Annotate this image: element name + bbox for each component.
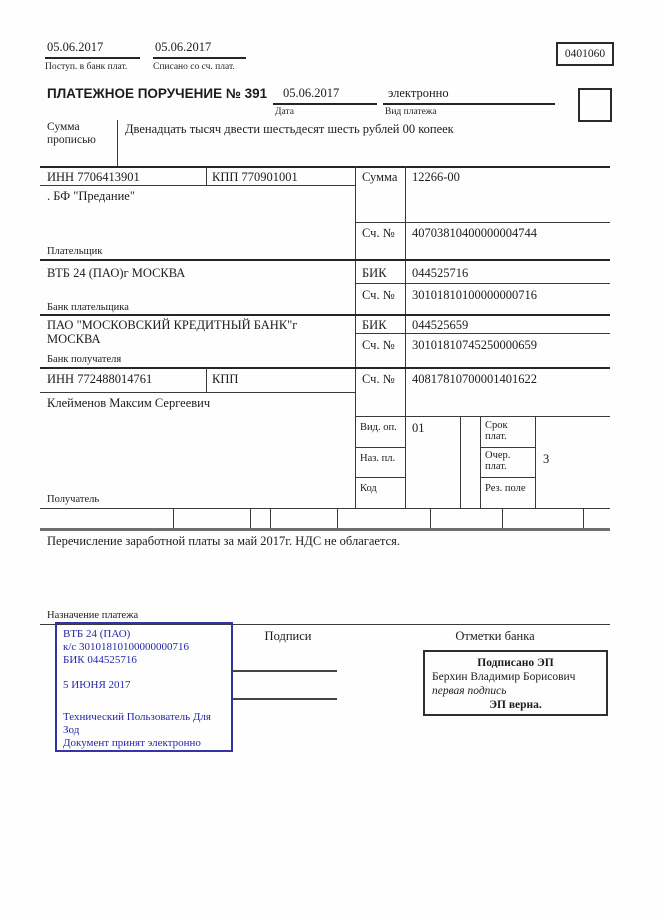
purpose-code-label: Наз. пл. <box>360 453 396 464</box>
sum-value: 12266-00 <box>412 170 460 184</box>
signed-ep-box <box>423 650 608 716</box>
form-code-box <box>556 42 614 66</box>
payer-inn: ИНН 7706413901 <box>47 170 140 184</box>
payer-bank-account-value: 30101810100000000716 <box>412 288 537 302</box>
received-date: 05.06.2017 <box>47 40 104 54</box>
signature-line-1 <box>232 670 337 672</box>
payee-account-label: Сч. № <box>362 372 395 386</box>
purpose-text: Перечисление заработной платы за май 2017г. НДС не облагается. <box>47 534 400 548</box>
payee-bank-account-value: 30101810745250000659 <box>412 338 537 352</box>
signatures-label: Подписи <box>264 629 312 643</box>
payer-section-label: Плательщик <box>47 246 103 257</box>
sum-label: Сумма <box>362 170 398 184</box>
payer-account-value: 40703810400000004744 <box>412 226 537 240</box>
stamp-corr-account: к/с 30101810100000000716 <box>63 641 190 653</box>
payer-bank-bik-label: БИК <box>362 266 387 280</box>
amount-words-label: Сумма прописью <box>47 121 96 146</box>
document-title: ПЛАТЕЖНОЕ ПОРУЧЕНИЕ № 391 <box>47 86 268 101</box>
stamp-date: 5 ИЮНЯ 2017 <box>63 679 131 691</box>
payee-bank-bik-label: БИК <box>362 318 387 332</box>
payer-bank-bik-value: 044525716 <box>412 266 469 280</box>
op-kind-value: 01 <box>412 421 425 435</box>
payee-bank-account-label: Сч. № <box>362 338 395 352</box>
signed-ep-verified: ЭП верна. <box>489 699 542 711</box>
signed-ep-title: Подписано ЭП <box>477 657 554 669</box>
payee-inn: ИНН 772488014761 <box>47 372 153 386</box>
payee-section-label: Получатель <box>47 494 100 505</box>
payee-bank-bik-value: 044525659 <box>412 318 469 332</box>
payer-bank-section-label: Банк плательщика <box>47 302 129 313</box>
document-date: 05.06.2017 <box>283 86 340 100</box>
order-label: Очер. плат. <box>485 450 511 472</box>
payer-account-label: Сч. № <box>362 226 395 240</box>
signed-ep-name: Берхин Владимир Борисович <box>432 671 576 683</box>
debited-date: 05.06.2017 <box>155 40 212 54</box>
payee-name: Клейменов Максим Сергеевич <box>47 396 211 410</box>
bank-stamp <box>55 622 233 752</box>
payee-bank-section-label: Банк получателя <box>47 354 122 365</box>
stamp-bank-name: ВТБ 24 (ПАО) <box>63 628 131 640</box>
term-label: Срок плат. <box>485 420 508 442</box>
debited-date-label: Списано со сч. плат. <box>153 62 235 72</box>
reserve-label: Рез. поле <box>485 483 526 494</box>
date-label: Дата <box>275 107 294 117</box>
payer-bank-name: ВТБ 24 (ПАО)г МОСКВА <box>47 266 186 280</box>
stamp-user: Технический Пользователь Для Зод <box>63 711 211 736</box>
payment-kind-label: Вид платежа <box>385 107 437 117</box>
signed-ep-signature-type: первая подпись <box>432 685 507 697</box>
op-kind-label: Вид. оп. <box>360 422 397 433</box>
payer-name: . БФ "Предание" <box>47 189 135 203</box>
stamp-bik: БИК 044525716 <box>63 654 137 666</box>
form-code: 0401060 <box>564 48 606 60</box>
bank-marks-label: Отметки банка <box>455 629 535 643</box>
code-label: Код <box>360 483 377 494</box>
order-value: 3 <box>543 452 550 466</box>
payee-bank-name: ПАО "МОСКОВСКИЙ КРЕДИТНЫЙ БАНК"г МОСКВА <box>47 318 298 346</box>
payee-kpp: КПП <box>212 372 239 386</box>
signature-line-2 <box>232 698 337 700</box>
payment-kind-value: электронно <box>388 86 449 100</box>
status-field-box <box>578 88 612 122</box>
payer-kpp: КПП 770901001 <box>212 170 298 184</box>
purpose-label: Назначение платежа <box>47 610 139 621</box>
stamp-accepted: Документ принят электронно <box>63 737 201 749</box>
payer-bank-account-label: Сч. № <box>362 288 395 302</box>
payee-account-value: 40817810700001401622 <box>412 372 537 386</box>
amount-words-value: Двенадцать тысяч двести шестьдесят шесть рублей 00 копеек <box>125 122 454 136</box>
received-date-label: Поступ. в банк плат. <box>45 62 128 72</box>
